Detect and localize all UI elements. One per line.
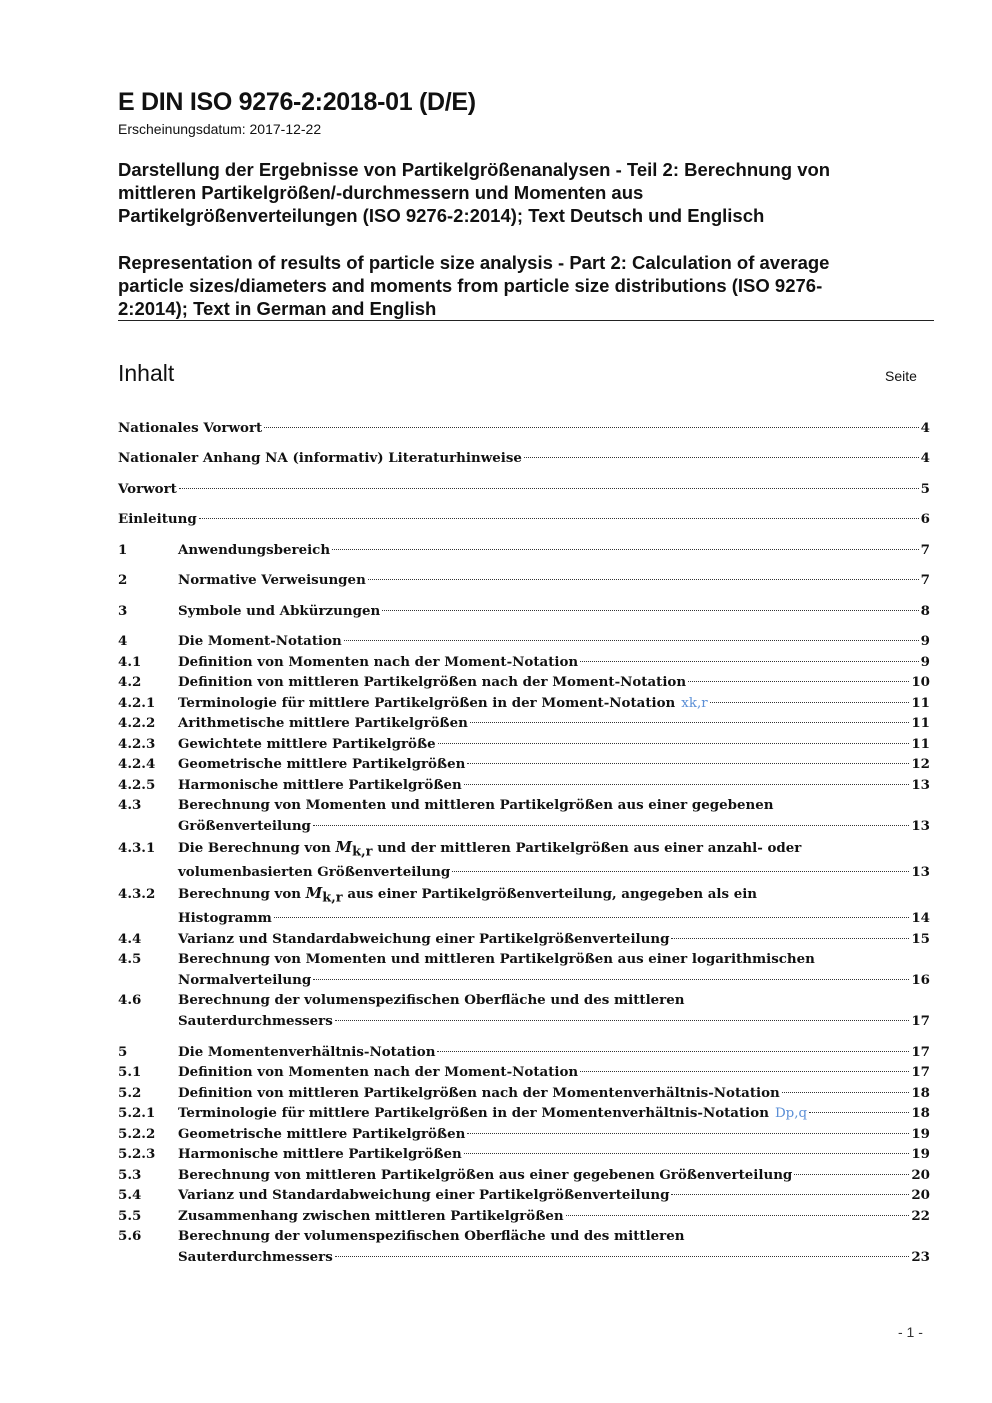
- math-symbol-m: M: [335, 838, 353, 856]
- toc-entry-number: 4.4: [118, 931, 142, 947]
- toc-entry-page: 18: [911, 1085, 930, 1101]
- toc-entry-page: 17: [911, 1013, 930, 1029]
- toc-entry-title: Sauterdurchmessers: [178, 1249, 333, 1265]
- toc-entry-page: 22: [911, 1208, 930, 1224]
- toc-entry-first-line[interactable]: [118, 990, 930, 1010]
- toc-entry-page: 17: [911, 1064, 930, 1080]
- toc-entry-title: Berechnung von Momenten und mittleren Partikelgrößen aus einer gegebenen: [178, 797, 774, 813]
- toc-entry-title: Harmonische mittlere Partikelgrößen: [178, 1146, 462, 1162]
- toc-page-column-label: Seite: [885, 368, 917, 384]
- dot-leader: [467, 1133, 909, 1134]
- toc-entry-page: 13: [911, 777, 930, 793]
- toc-entry-title: Größenverteilung: [178, 818, 311, 834]
- toc-entry-title: Definition von mittleren Partikelgrößen nach der Moment-Notation: [178, 674, 687, 690]
- toc-entry-page: 8: [920, 603, 930, 619]
- dot-leader: [335, 1020, 910, 1021]
- toc-entry-page: 19: [911, 1146, 930, 1162]
- dot-leader: [566, 1215, 910, 1216]
- toc-entry-page: 7: [920, 572, 930, 588]
- toc-entry-title: Berechnung der volumenspezifischen Oberfläche und des mittleren: [178, 1228, 685, 1244]
- dot-leader: [452, 871, 909, 872]
- toc-entry-title: Terminologie für mittlere Partikelgrößen in der Moment-Notation: [178, 695, 676, 711]
- toc-entry-number: 4.2: [118, 674, 142, 690]
- title-english-line: 2:2014); Text in German and English: [118, 298, 437, 319]
- dot-leader: [199, 518, 919, 519]
- toc-entry[interactable]: [118, 734, 930, 754]
- dot-leader: [524, 457, 919, 458]
- toc-entry[interactable]: [118, 862, 930, 882]
- title-german-line: Darstellung der Ergebnisse von Partikelgrößenanalysen - Teil 2: Berechnung von: [118, 159, 831, 180]
- toc-entry[interactable]: [118, 1165, 930, 1185]
- toc-entry[interactable]: [118, 1144, 930, 1164]
- toc-entry-number: 2: [118, 572, 128, 588]
- dot-leader: [688, 681, 909, 682]
- toc-entry-title: Sauterdurchmessers: [178, 1013, 333, 1029]
- toc-entry-number: 5.2: [118, 1085, 142, 1101]
- toc-entry-title-part: Berechnung von: [178, 886, 306, 902]
- toc-entry-page: 12: [911, 756, 930, 772]
- dot-leader: [382, 610, 918, 611]
- toc-entry-title: Nationales Vorwort: [118, 420, 263, 436]
- toc-entry[interactable]: [118, 754, 930, 774]
- toc-entry-page: 13: [911, 864, 930, 880]
- toc-entry[interactable]: [118, 775, 930, 795]
- toc-entry-title: volumenbasierten Größenverteilung: [178, 864, 451, 880]
- toc-entry-page: 16: [911, 972, 930, 988]
- title-german-line: Partikelgrößenverteilungen (ISO 9276-2:2014); Text Deutsch und Englisch: [118, 205, 765, 226]
- toc-entry-number: 5.2.3: [118, 1146, 156, 1162]
- dot-leader: [438, 743, 910, 744]
- toc-entry-number: 5.5: [118, 1208, 142, 1224]
- toc-entry-page: 13: [911, 818, 930, 834]
- toc-entry[interactable]: [118, 1185, 930, 1205]
- toc-entry-page: 11: [911, 736, 930, 752]
- publication-date: Erscheinungsdatum: 2017-12-22: [118, 121, 322, 137]
- dot-leader: [332, 549, 919, 550]
- toc-entry-title: Berechnung von mittleren Partikelgrößen aus einer gegebenen Größenverteilung: [178, 1167, 793, 1183]
- toc-entry-title: [178, 837, 801, 863]
- toc-entry-number: 4: [118, 633, 128, 649]
- title-english-line: particle sizes/diameters and moments from particle size distributions (ISO 9276-: [118, 275, 823, 296]
- toc-entry[interactable]: [118, 970, 930, 990]
- title-english: [118, 251, 908, 320]
- title-english-line: Representation of results of particle size analysis - Part 2: Calculation of average: [118, 252, 830, 273]
- dot-leader: [580, 1071, 909, 1072]
- toc-entry[interactable]: [118, 1062, 930, 1082]
- toc-entry-first-line[interactable]: [118, 883, 930, 906]
- toc-entry[interactable]: [118, 672, 930, 692]
- toc-entry-number: 4.2.3: [118, 736, 156, 752]
- toc-entry-title: Anwendungsbereich: [178, 542, 331, 558]
- dot-leader: [464, 784, 910, 785]
- toc-entry-number: 4.2.2: [118, 715, 156, 731]
- toc-entry-title: Die Moment-Notation: [178, 633, 342, 649]
- toc-entry-page: 20: [911, 1187, 930, 1203]
- toc-entry-number: 3: [118, 603, 128, 619]
- toc-entry-number: 5.1: [118, 1064, 142, 1080]
- dot-leader: [710, 702, 910, 703]
- toc-entry-page: 4: [920, 420, 930, 436]
- toc-entry[interactable]: [118, 1042, 930, 1062]
- document-code: E DIN ISO 9276-2:2018-01 (D/E): [118, 88, 476, 116]
- toc-entry-page: 4: [920, 450, 930, 466]
- toc-entry[interactable]: [118, 929, 930, 949]
- toc-entry-title: Normalverteilung: [178, 972, 312, 988]
- math-symbol-m: M: [305, 884, 323, 902]
- toc-entry[interactable]: [118, 479, 930, 499]
- page-number: - 1 -: [898, 1324, 923, 1340]
- math-symbol: xk,r: [681, 696, 708, 711]
- toc-entry-title: Berechnung der volumenspezifischen Oberfläche und des mittleren: [178, 992, 685, 1008]
- dot-leader: [313, 825, 909, 826]
- toc-entry-first-line[interactable]: [118, 837, 930, 860]
- toc-entry[interactable]: [118, 816, 930, 836]
- toc-entry-number: 4.3: [118, 797, 142, 813]
- toc-entry-page: 15: [911, 931, 930, 947]
- toc-entry[interactable]: [118, 570, 930, 590]
- toc-entry-title: Terminologie für mittlere Partikelgrößen in der Momentenverhältnis-Notation: [178, 1105, 769, 1121]
- toc-entry-number: 4.2.1: [118, 695, 156, 711]
- toc-entry[interactable]: [118, 1011, 930, 1031]
- toc-entry-title: Arithmetische mittlere Partikelgrößen: [178, 715, 468, 731]
- toc-entry-first-line[interactable]: [118, 949, 930, 969]
- dot-leader: [782, 1092, 910, 1093]
- toc-entry-page: 23: [911, 1249, 930, 1265]
- dot-leader: [794, 1174, 909, 1175]
- toc-entry-title: Normative Verweisungen: [178, 572, 366, 588]
- toc-entry[interactable]: [118, 1103, 930, 1123]
- toc-entry-title: [178, 883, 757, 909]
- toc-entry-number: 5.3: [118, 1167, 142, 1183]
- toc-entry[interactable]: [118, 652, 930, 672]
- title-german-line: mittleren Partikelgrößen/-durchmessern und Momenten aus: [118, 182, 644, 203]
- math-subscript: k,r: [322, 890, 343, 906]
- toc-entry[interactable]: [118, 1206, 930, 1226]
- dot-leader: [344, 640, 919, 641]
- toc-entry-page: 10: [911, 674, 930, 690]
- toc-entry-title: Geometrische mittlere Partikelgrößen: [178, 1126, 466, 1142]
- toc-entry-page: 6: [920, 511, 930, 527]
- toc-entry-title: Berechnung von Momenten und mittleren Partikelgrößen aus einer logarithmischen: [178, 951, 815, 967]
- toc-entry-page: 20: [911, 1167, 930, 1183]
- toc-entry[interactable]: [118, 631, 930, 651]
- toc-entry-number: 5: [118, 1044, 128, 1060]
- toc-entry-title: Zusammenhang zwischen mittleren Partikelgrößen: [178, 1208, 564, 1224]
- toc-entry[interactable]: [118, 418, 930, 438]
- toc-entry-title: Geometrische mittlere Partikelgrößen: [178, 756, 466, 772]
- dot-leader: [313, 979, 909, 980]
- toc-entry-first-line[interactable]: [118, 1226, 930, 1246]
- toc-heading: Inhalt: [118, 360, 175, 386]
- toc-entry-title: Histogramm: [178, 910, 272, 926]
- toc-entry-page: 9: [920, 654, 930, 670]
- toc-entry-title-part: aus einer Partikelgrößenverteilung, angegeben als ein: [342, 886, 758, 902]
- toc-entry-number: 1: [118, 542, 128, 558]
- toc-entry-number: 5.4: [118, 1187, 142, 1203]
- dot-leader: [464, 1153, 910, 1154]
- title-german: [118, 158, 908, 227]
- toc-entry-first-line[interactable]: [118, 795, 930, 815]
- toc-entry-page: 19: [911, 1126, 930, 1142]
- toc-entry-page: 9: [920, 633, 930, 649]
- toc-entry-title: Harmonische mittlere Partikelgrößen: [178, 777, 462, 793]
- toc-entry[interactable]: [118, 693, 930, 713]
- toc-entry-title: Die Momentenverhältnis-Notation: [178, 1044, 436, 1060]
- toc-entry-number: 4.2.4: [118, 756, 156, 772]
- toc-entry-number: 5.6: [118, 1228, 142, 1244]
- toc-entry-title: Nationaler Anhang NA (informativ) Literaturhinweise: [118, 450, 522, 466]
- toc-entry[interactable]: [118, 908, 930, 928]
- toc-entry-title-part: und der mittleren Partikelgrößen aus einer anzahl- oder: [372, 840, 802, 856]
- toc-entry[interactable]: [118, 540, 930, 560]
- toc-entry-page: 7: [920, 542, 930, 558]
- dot-leader: [264, 427, 918, 428]
- toc-entry-number: 4.6: [118, 992, 142, 1008]
- toc-entry[interactable]: [118, 1083, 930, 1103]
- dot-leader: [368, 579, 919, 580]
- toc-entry-number: 4.5: [118, 951, 142, 967]
- toc-entry-title: Varianz und Standardabweichung einer Partikelgrößenverteilung: [178, 1187, 670, 1203]
- toc-entry-title: Gewichtete mittlere Partikelgröße: [178, 736, 436, 752]
- toc-entry[interactable]: [118, 601, 930, 621]
- toc-entry[interactable]: [118, 448, 930, 468]
- toc-entry-title: Definition von mittleren Partikelgrößen nach der Momentenverhältnis-Notation: [178, 1085, 780, 1101]
- toc-entry-number: 5.2.1: [118, 1105, 156, 1121]
- toc-entry-page: 14: [911, 910, 930, 926]
- toc-entry-page: 17: [911, 1044, 930, 1060]
- dot-leader: [470, 722, 909, 723]
- toc-entry-title: Vorwort: [118, 481, 177, 497]
- toc-entry-title: Symbole und Abkürzungen: [178, 603, 381, 619]
- toc-entry-title: Varianz und Standardabweichung einer Partikelgrößenverteilung: [178, 931, 670, 947]
- dot-leader: [580, 661, 919, 662]
- dot-leader: [437, 1051, 909, 1052]
- title-divider: [118, 320, 934, 321]
- dot-leader: [335, 1256, 910, 1257]
- dot-leader: [671, 1194, 909, 1195]
- toc-entry[interactable]: [118, 713, 930, 733]
- toc-entry-page: 11: [911, 715, 930, 731]
- dot-leader: [274, 917, 910, 918]
- toc-entry-number: 4.3.2: [118, 886, 156, 902]
- dot-leader: [671, 938, 909, 939]
- math-subscript: k,r: [352, 844, 373, 860]
- toc-entry-title: Definition von Momenten nach der Moment-Notation: [178, 1064, 579, 1080]
- toc-entry-page: 18: [911, 1105, 930, 1121]
- toc-entry-title: Definition von Momenten nach der Moment-Notation: [178, 654, 579, 670]
- dot-leader: [809, 1112, 909, 1113]
- toc-entry-number: 4.1: [118, 654, 142, 670]
- toc-entry[interactable]: [118, 1247, 930, 1267]
- toc-entry-number: 5.2.2: [118, 1126, 156, 1142]
- toc-entry-number: 4.2.5: [118, 777, 156, 793]
- toc-entry-title-part: Die Berechnung von: [178, 840, 336, 856]
- toc-entry-number: 4.3.1: [118, 840, 156, 856]
- toc-entry-title: Einleitung: [118, 511, 197, 527]
- toc-entry-page: 5: [920, 481, 930, 497]
- toc-entry[interactable]: [118, 1124, 930, 1144]
- toc-entry[interactable]: [118, 509, 930, 529]
- dot-leader: [467, 763, 909, 764]
- dot-leader: [179, 488, 919, 489]
- toc-entry-page: 11: [911, 695, 930, 711]
- math-symbol: Dp,q: [774, 1106, 808, 1121]
